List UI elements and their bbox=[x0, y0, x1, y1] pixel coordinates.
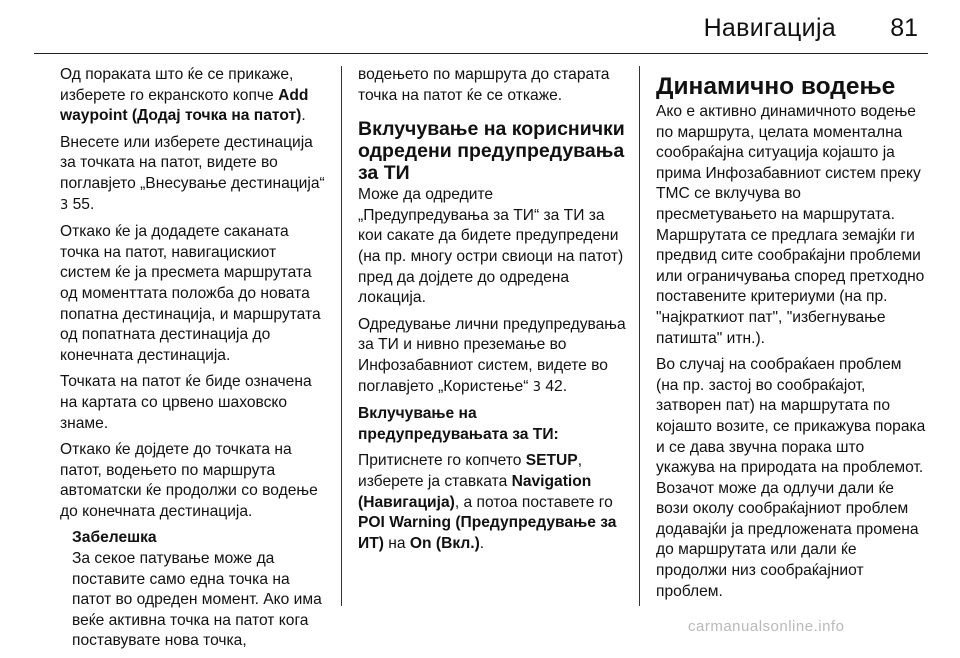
page-number: 81 bbox=[890, 14, 918, 42]
column-divider-1 bbox=[341, 66, 342, 606]
section-heading-user-poi-warnings: Вклучување на кориснички одредени предупредувања за ТИ bbox=[358, 118, 625, 185]
paragraph-poi-warnings-setup: Одредување лични предупредувања за ТИ и нивно преземање во Инфозабавниот систем, видете во поглавјето „Користење“ 3 42. bbox=[358, 315, 626, 395]
note-title: Забелешка bbox=[72, 529, 157, 547]
header-divider bbox=[34, 53, 928, 54]
column-1 bbox=[60, 65, 330, 658]
paragraph-dynamic-guidance: Ако е активно динамичното водење по маршрута, целата моментална сообраќајна ситуација којашто ја прима Инфозабавниот систем преку TMC се вклучува во пресметувањето на маршрутата. Маршрутата се предлага земајќи ги предвид сите сообраќајни проблеми или ограничувања според претходно поставените критериуми (на пр. "најкраткиот пат", "избегнување патишта" итн.). bbox=[656, 103, 925, 347]
page-reference-icon: 3 bbox=[60, 197, 69, 213]
poi-warning-item-label: POI Warning (Предупредување за ИТ) bbox=[358, 514, 617, 552]
paragraph-poi-warnings-intro: Може да одредите „Предупредувања за ТИ“ за ТИ за кои сакате да бидете предупредени (на пр. многу остри свиоци на патот) пред да дојдете до одредена локација. bbox=[358, 186, 624, 307]
page-header bbox=[0, 0, 960, 52]
paragraph-traffic-problem: Во случај на сообраќаен проблем (на пр. застој во сообраќајот, затворен пат) на маршрутата по којашто возите, се прикажува порака и се дава звучна порака што укажува на природата на проблемот. Возачот може да одлучи дали ќе вози околу сообраќајниот проблем додавајќи ја предложената промена до маршрутата или дали ќе продолжи низ сообраќајниот проблем. bbox=[656, 356, 926, 600]
paragraph-route-calculation: Откако ќе ја додадете саканата точка на патот, навигацискиот систем ќе ја пресмета маршрутата од моменттата положба до новата попатна дестинација, и маршрутата од попатната дестинација до конечната дестинација. bbox=[60, 223, 321, 364]
paragraph-waypoint-flag: Точката на патот ќе биде означена на картата со црвено шаховско знаме. bbox=[60, 373, 312, 432]
note-text: За секое патување може да поставите само една точка на патот во одреден момент. Ако има веќе активна точка на патот кога поставувате нова точка, bbox=[72, 550, 322, 650]
setup-button-label: SETUP bbox=[525, 452, 578, 470]
paragraph-guidance-continues: Откако ќе дојдете до точката на патот, водењето по маршрута автоматски ќе продолжи со водење до конечната дестинација. bbox=[60, 441, 318, 520]
column-divider-2 bbox=[639, 66, 640, 606]
subheading-enable-poi-warnings: Вклучување на предупредувањата за ТИ: bbox=[358, 405, 559, 443]
column-2 bbox=[358, 65, 628, 560]
column-3 bbox=[656, 65, 926, 608]
on-option-label: On (Вкл.) bbox=[409, 534, 480, 552]
paragraph-enable-steps: Притиснете го копчето SETUP, изберете ја ставката Navigation (Навигација), а потоа поставете го POI Warning (Предупредување за ИТ) на On (Вкл.). bbox=[358, 452, 617, 552]
paragraph-add-waypoint: Од пораката што ќе се прикаже, изберете го екранското копче Add waypoint (Додај точка на патот). bbox=[60, 66, 309, 125]
page-reference-icon: 3 bbox=[532, 379, 542, 395]
watermark: carmanualsonline.info bbox=[688, 618, 845, 635]
paragraph-continued: водењето по маршрута до старата точка на патот ќе се откаже. bbox=[358, 66, 610, 104]
section-heading-dynamic-guidance: Динамично водење bbox=[656, 73, 896, 100]
note-box bbox=[60, 528, 330, 652]
page-title: Навигација bbox=[703, 14, 836, 42]
paragraph-enter-destination: Внесете или изберете дестинација за точката на патот, видете во поглавјето „Внесување дестинација“ 3 55. bbox=[60, 133, 325, 213]
navigation-item-label: Navigation (Навигација) bbox=[358, 472, 592, 511]
add-waypoint-button-label: Add waypoint (Додај точка на патот) bbox=[60, 86, 309, 125]
